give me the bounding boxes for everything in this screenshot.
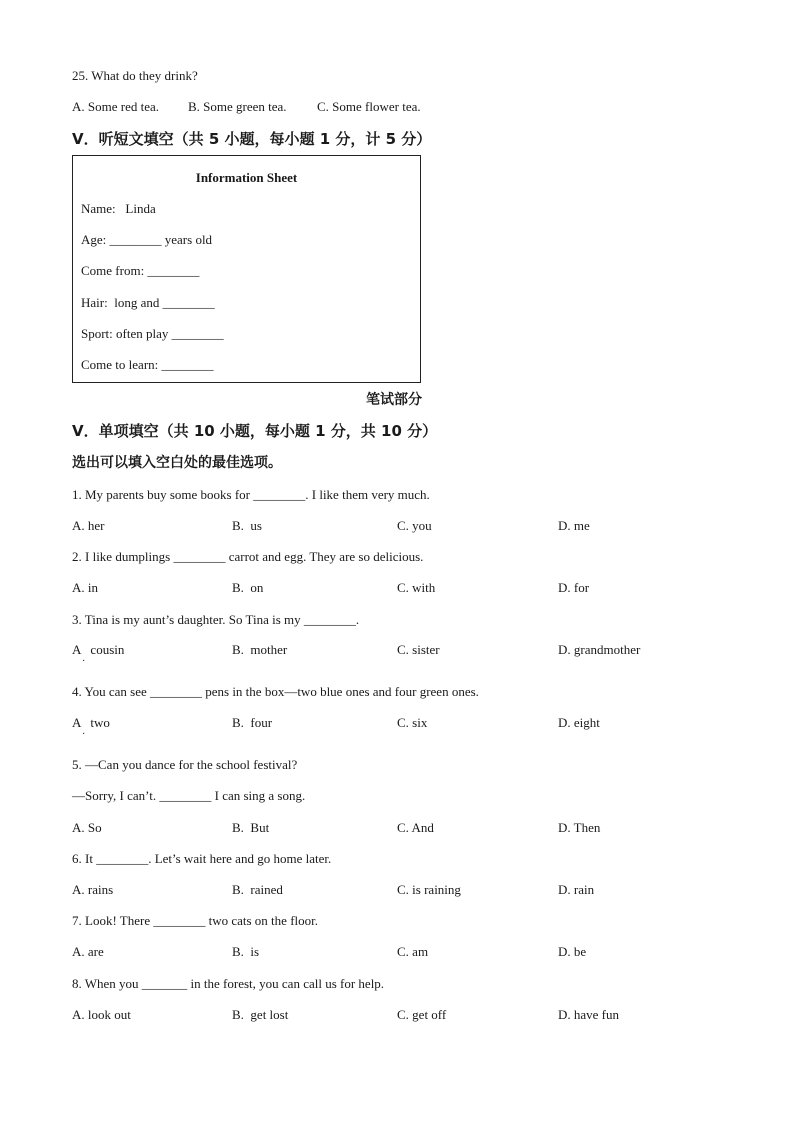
question-3-stem: 3. Tina is my aunt’s daughter. So Tina is my ________. [72,612,360,627]
question-5-stem: 5. —Can you dance for the school festival? [72,757,298,772]
option-c: C. And [397,820,434,835]
option-c: C. with [397,580,436,595]
option-a: A. Some red tea. [72,99,160,114]
option-a: A. So [72,820,102,835]
sheet-line-come-from: Come from: ________ [81,263,200,278]
option-d: D. be [558,944,587,959]
option-c: C. six [397,715,428,730]
section-instruction: 选出可以填入空白处的最佳选项。 [72,455,282,471]
information-sheet-title: Information Sheet [195,170,298,185]
option-b: B. us [232,518,262,533]
option-c: C. you [397,518,432,533]
sheet-line-hair: Hair: long and ________ [81,295,215,310]
question-2-stem: 2. I like dumplings ________ carrot and egg. They are so delicious. [72,549,424,564]
question-4-stem: 4. You can see ________ pens in the box—two blue ones and four green ones. [72,684,479,699]
option-d: D. grandmother [558,642,641,657]
sheet-line-age: Age: ________ years old [81,232,213,247]
written-part-label: 笔试部分 [366,392,422,408]
information-sheet-box [72,155,421,383]
option-d: D. for [558,580,590,595]
option-d: D. rain [558,882,595,897]
option-a: A. look out [72,1007,131,1022]
option-b: B. rained [232,882,283,897]
question-5-stem-line-2: —Sorry, I can’t. ________ I can sing a song. [72,788,306,803]
option-d: D. eight [558,715,600,730]
option-d: D. me [558,518,590,533]
option-b: B. is [232,944,260,959]
sheet-line-come-to-learn: Come to learn: ________ [81,357,214,372]
option-c: C. is raining [397,882,461,897]
option-b: B. on [232,580,264,595]
question-1-stem: 1. My parents buy some books for ________. I like them very much. [72,487,430,502]
option-a: A two [72,715,110,730]
option-a: A. her [72,518,105,533]
question-25-options [72,99,732,115]
option-a: A. rains [72,882,114,897]
sheet-line-name: Name: Linda [81,201,156,216]
option-c: C. Some flower tea. [317,99,421,114]
option-a: A cousin [72,642,125,657]
option-c: C. get off [397,1007,447,1022]
option-b: B. But [232,820,270,835]
stray-dot: · [82,656,86,667]
option-b: B. mother [232,642,288,657]
option-c: C. am [397,944,429,959]
option-a: A. in [72,580,98,595]
question-6-stem: 6. It ________. Let’s wait here and go home later. [72,851,332,866]
option-c: C. sister [397,642,440,657]
sheet-line-sport: Sport: often play ________ [81,326,224,341]
option-d: D. Then [558,820,601,835]
stray-dot: · [82,729,86,740]
option-d: D. have fun [558,1007,620,1022]
option-b: B. Some green tea. [188,99,287,114]
option-a: A. are [72,944,104,959]
question-8-stem: 8. When you _______ in the forest, you can call us for help. [72,976,385,991]
question-25-stem: 25. What do they drink? [72,68,198,83]
section-heading-listening: V．听短文填空（共 5 小题，每小题 1 分，计 5 分） [72,130,432,148]
section-heading-single-choice: V．单项填空（共 10 小题，每小题 1 分，共 10 分） [72,422,438,440]
question-7-stem: 7. Look! There ________ two cats on the floor. [72,913,318,928]
option-b: B. get lost [232,1007,289,1022]
option-b: B. four [232,715,273,730]
